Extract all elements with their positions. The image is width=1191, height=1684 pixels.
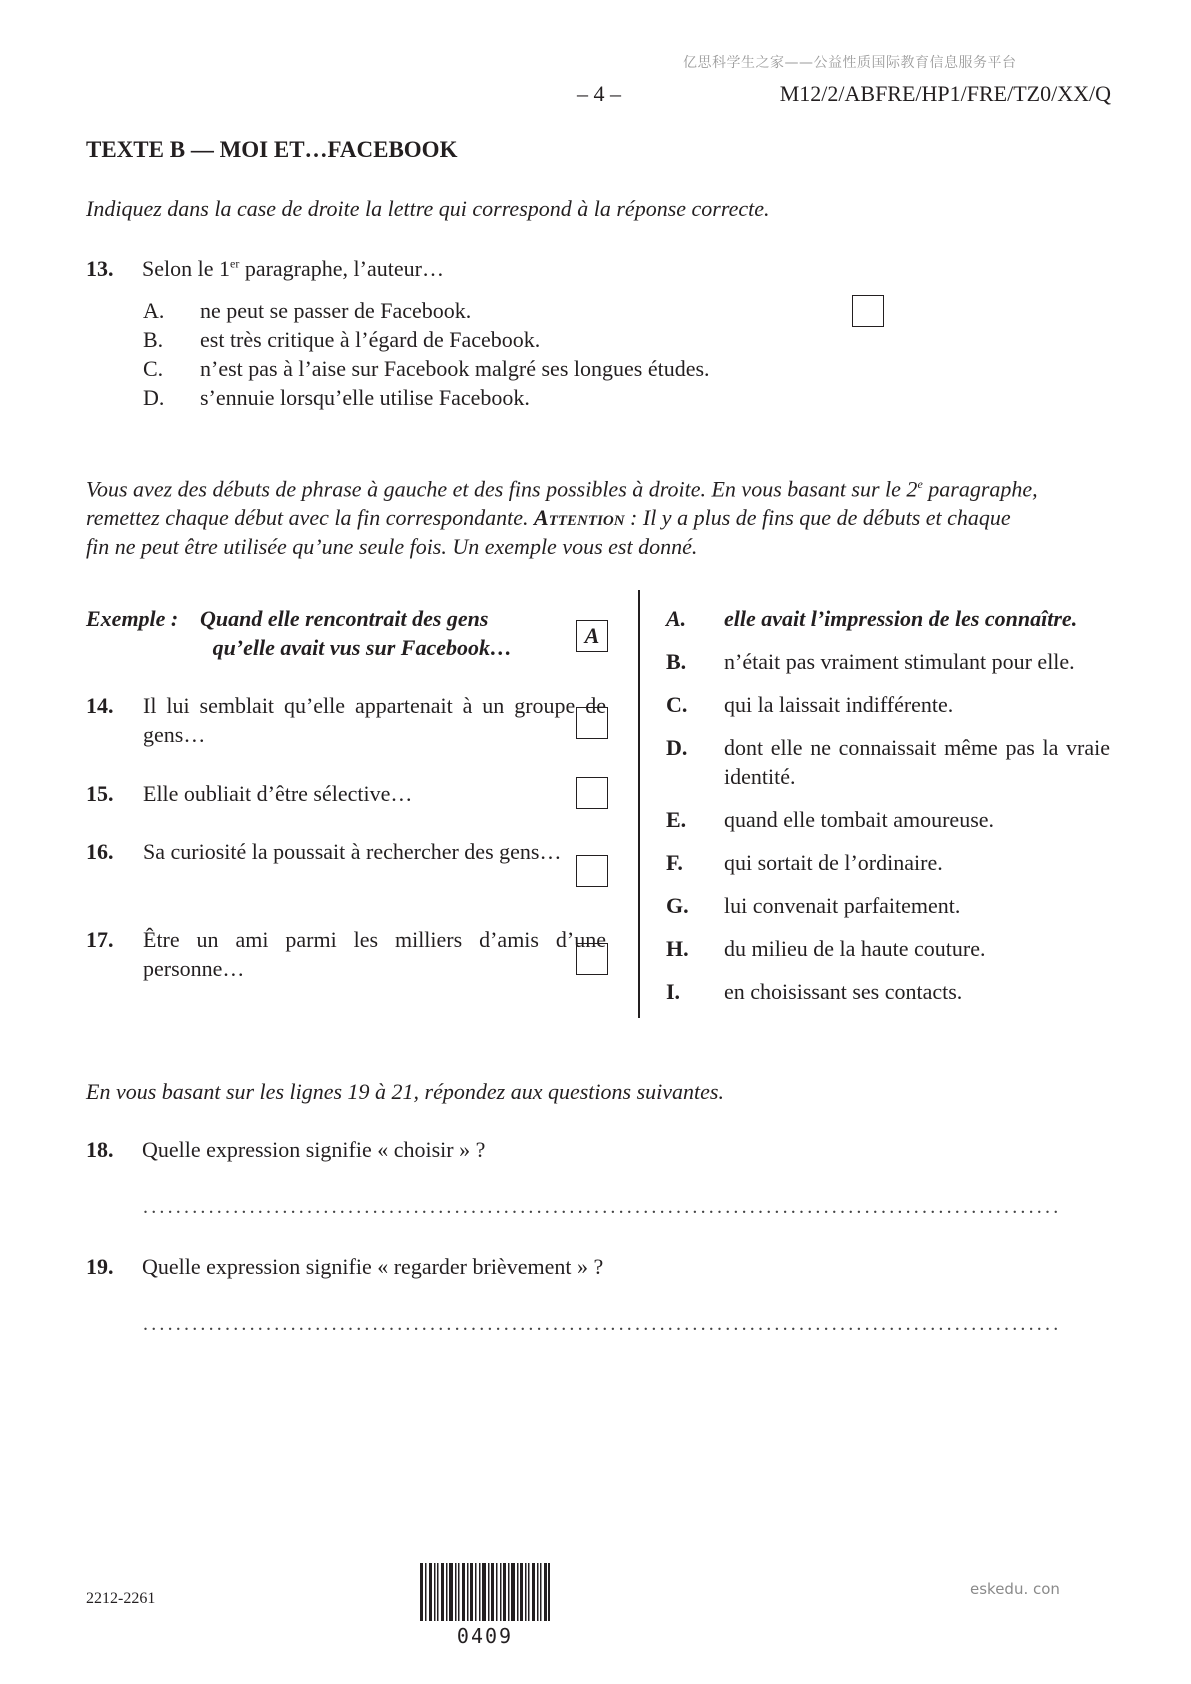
matching-item-16: 16. Sa curiosité la poussait à rechercher des gens…: [86, 839, 562, 864]
ending-d: D. dont elle ne connaissait même pas la vraie identité.: [666, 735, 1110, 789]
short-answer-instructions: En vous basant sur les lignes 19 à 21, répondez aux questions suivantes.: [86, 1079, 724, 1104]
answer-box-16[interactable]: [576, 855, 608, 887]
ending-f: F. qui sortait de l’ordinaire.: [666, 850, 943, 875]
section-title: TEXTE B — MOI ET…FACEBOOK: [86, 137, 458, 162]
ending-b: B. n’était pas vraiment stimulant pour elle.: [666, 649, 1075, 674]
option-text: est très critique à l’égard de Facebook.: [200, 327, 541, 352]
page-number: – 4 –: [577, 81, 621, 106]
option-text: ne peut se passer de Facebook.: [200, 298, 472, 323]
question-text: Quelle expression signifie « choisir » ?: [142, 1137, 486, 1162]
question-number: 19.: [86, 1254, 114, 1279]
example-text-line2: qu’elle avait vus sur Facebook…: [212, 635, 512, 660]
answer-box-17[interactable]: [576, 943, 608, 975]
exam-code: M12/2/ABFRE/HP1/FRE/TZ0/XX/Q: [779, 81, 1111, 106]
option-letter: A.: [143, 298, 165, 323]
matching-instructions: Vous avez des débuts de phrase à gauche et des fins possibles à droite. En vous basant sur le 2e paragraphe, remettez chaque début avec la fin correspondante. Attention : Il y a plus de fins que de débuts et chaque fin ne peut être utilisée qu’une seule fois. Un exemple vous est donné.: [86, 476, 1038, 560]
ending-e: E. quand elle tombait amoureuse.: [666, 807, 995, 832]
barcode-image: [420, 1563, 550, 1621]
site-watermark: eskedu. con: [970, 1580, 1060, 1598]
question-stem: Selon le 1er paragraphe, l’auteur…: [142, 256, 444, 282]
question-18: [86, 1135, 485, 1164]
ending-a: A. elle avait l’impression de les connaître.: [666, 606, 1078, 631]
option-letter: D.: [143, 385, 165, 410]
answer-box-15[interactable]: [576, 777, 608, 809]
ending-g: G. lui convenait parfaitement.: [666, 893, 961, 918]
column-divider: [638, 590, 640, 1018]
question-13: [86, 250, 444, 283]
question-number: 18.: [86, 1137, 114, 1162]
example-row: [86, 604, 178, 633]
paper-code: 2212-2261: [86, 1590, 156, 1607]
question-number: 13.: [86, 256, 114, 282]
watermark-text: 亿思科学生之家——公益性质国际教育信息服务平台: [683, 55, 1017, 71]
answer-line-19[interactable]: ................................................................................................................: [143, 1313, 1062, 1335]
option-letter: B.: [143, 327, 164, 352]
example-answer-box: A: [576, 620, 608, 652]
example-text-line1: Quand elle rencontrait des gens: [200, 606, 489, 631]
question-text: Quelle expression signifie « regarder brièvement » ?: [142, 1254, 604, 1279]
ending-c: C. qui la laissait indifférente.: [666, 692, 954, 717]
option-text: n’est pas à l’aise sur Facebook malgré ses longues études.: [200, 356, 710, 381]
question-19: [86, 1252, 603, 1281]
answer-box-14[interactable]: [576, 707, 608, 739]
matching-item-17: 17. Être un ami parmi les milliers d’amis d’une personne…: [86, 927, 606, 981]
answer-box-13[interactable]: [852, 295, 884, 327]
option-text: s’ennuie lorsqu’elle utilise Facebook.: [200, 385, 530, 410]
matching-item-15: 15. Elle oubliait d’être sélective…: [86, 781, 413, 806]
answer-line-18[interactable]: ................................................................................................................: [143, 1196, 1062, 1218]
ending-i: I. en choisissant ses contacts.: [666, 979, 963, 1004]
barcode-number: 0409: [456, 1624, 514, 1648]
attention-label: Attention: [534, 505, 625, 531]
example-label: Exemple :: [86, 606, 179, 631]
instruction-multiple-choice: Indiquez dans la case de droite la lettre qui correspond à la réponse correcte.: [86, 196, 770, 221]
ending-h: H. du milieu de la haute couture.: [666, 936, 986, 961]
matching-item-14: 14. Il lui semblait qu’elle appartenait à un groupe de gens…: [86, 693, 606, 747]
option-letter: C.: [143, 356, 164, 381]
